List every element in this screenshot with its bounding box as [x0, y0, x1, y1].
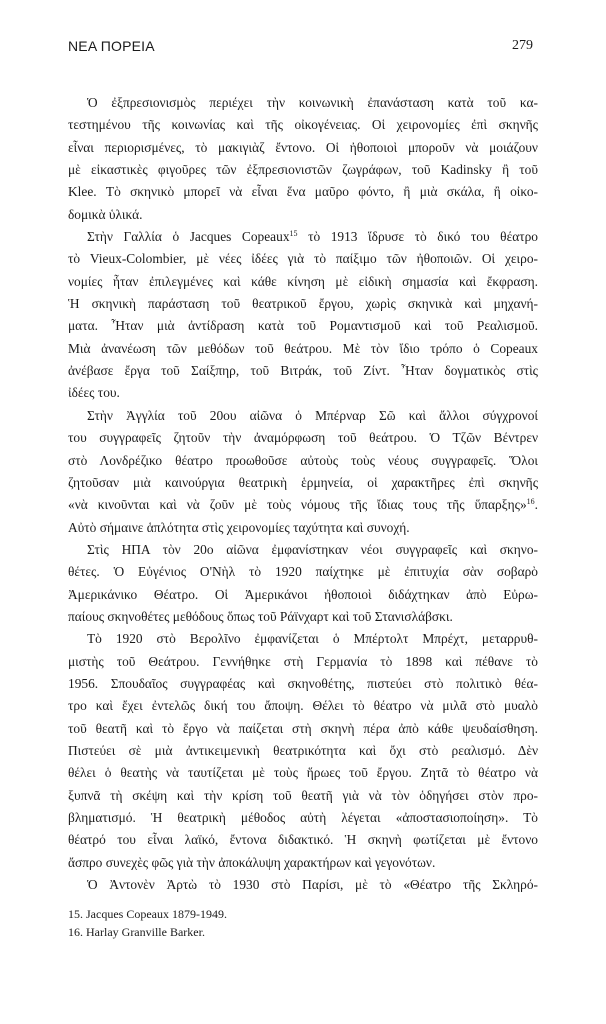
- text-line: Μιὰ ἀνανέωση τῶν μεθόδων τοῦ θεάτρου. Μὲ τὸν ἴδιο τρόπο ὁ Copeaux: [68, 340, 538, 356]
- text-line: «νὰ κινοῦνται καὶ νὰ ζοῦν μὲ τοὺς νόμους τῆς ἴδιας τους τῆς ὕπαρξης»$^{16}$.: [68, 497, 538, 513]
- footnote-15: 15. Jacques Copeaux 1879-1949.: [68, 907, 227, 921]
- text-line: θέλει ὁ θεατὴς νὰ ταυτίζεται μὲ τοὺς ἥρωες τοῦ ἔργου. Ζητᾶ τὸ θέατρο νὰ: [68, 765, 538, 781]
- text-line: ἄσπρο συνεχὲς φῶς γιὰ τὴν ἀποκάλυψη χαρακτήρων καὶ γεγονότων.: [68, 854, 436, 870]
- text-line: ἰδέες του.: [68, 385, 120, 401]
- text-line: θέατρό του εἶναι λαϊκό, ἔντονα διδακτικό. Ἡ σκηνὴ φωτίζεται μὲ ἔντονο: [68, 832, 538, 848]
- text-line: ζητοῦσαν μιὰ καινούργια θεατρικὴ ἑρμηνεία, οἱ χαρακτῆρες ἐπὶ σκηνῆς: [68, 474, 538, 490]
- text-line: βληματισμό. Ἡ θεατρικὴ μέθοδος αὐτὴ λέγεται «ἀποστασιοποίηση». Τὸ: [68, 810, 538, 825]
- footnote-ref-16: 16: [526, 497, 535, 507]
- text-line: Ἡ σκηνικὴ παράσταση τοῦ θεατρικοῦ ἔργου, χωρὶς σκηνικὰ καὶ μηχανή-: [68, 296, 538, 312]
- page-number: 279: [512, 38, 533, 53]
- text-line: ξυπνᾶ τὴ σκέψη καὶ τὴν κρίση τοῦ θεατῆ γιὰ νὰ τὸν ὁδηγήσει στὸν προ-: [68, 787, 538, 803]
- text-line: Στὴν Ἀγγλία τοῦ 20ου αἰῶνα ὁ Μπέρναρ Σῶ καὶ ἄλλοι σύγχρονοί: [87, 407, 538, 423]
- text-line: Klee. Τὸ σκηνικὸ μπορεῖ νὰ εἶναι ἕνα μαῦρο φόντο, ἢ μιὰ σκάλα, ἢ οἰκο-: [68, 184, 538, 200]
- footnote-ref-15: 15: [289, 229, 298, 239]
- text-line: τὸ Vieux-Colombier, μὲ νέες ἰδέες γιὰ τὸ παίξιμο τῶν ἠθοποιῶν. Οἱ χειρο-: [68, 251, 538, 267]
- text-line: τρο καὶ ἔχει ἐντελῶς δική του ἄποψη. Θέλει τὸ θέατρο νὰ μιλᾶ στὸ μυαλὸ: [68, 698, 538, 714]
- text-line: παίους σκηνοθέτες μεθόδους ὅπως τοῦ Ράϊνχαρτ καὶ τοῦ Στανισλάβσκι.: [68, 608, 453, 624]
- text-fragment: τὸ 1913 ἵδρυσε τὸ δικό του θέατρο: [297, 229, 538, 245]
- text-line: Στὶς ΗΠΑ τὸν 20ο αἰῶνα ἐμφανίστηκαν νέοι συγγραφεῖς καὶ σκηνο-: [87, 541, 538, 557]
- footnote-16: 16. Harlay Granville Barker.: [68, 925, 205, 939]
- text-fragment: Στὴν Γαλλία ὁ Jacques Copeaux: [87, 229, 290, 245]
- text-line: στὸ Λονδρέζικο θέατρο προωθοῦσε αὐτοὺς τοὺς νέους συγγραφεῖς. Ὅλοι: [68, 452, 538, 468]
- body-text: [68, 92, 538, 896]
- text-line: 1956. Σπουδαῖος συγγραφέας καὶ σκηνοθέτης, πιστεύει στὸ πολιτικὸ θέα-: [68, 675, 538, 691]
- running-header-title: ΝΕΑ ΠΟΡΕΙΑ: [68, 38, 155, 54]
- text-line: ματα. Ἦταν μιὰ ἀντίδραση κατὰ τοῦ Ρομαντισμοῦ καὶ τοῦ Ρεαλισμοῦ.: [68, 318, 538, 334]
- text-line: Πιστεύει σὲ μιὰ ἀντικειμενικὴ θεατρικότητα καὶ ὄχι στὸ ρεαλισμό. Δὲν: [68, 742, 538, 758]
- text-line: εἶναι περιορισμένες, τὸ μακιγιὰζ ἔντονο. Οἱ ἠθοποιοὶ μποροῦν νὰ μοιάζουν: [68, 139, 538, 155]
- text-line: τοῦ θεατῆ καὶ τὸ ἔργο νὰ παίζεται στὴ σκηνὴ πέρα ἀπὸ κάθε ψευδαίσθηση.: [68, 720, 538, 736]
- text-line: θέτες. Ὁ Εὐγένιος Ο'Νὴλ τὸ 1920 παίχτηκε μὲ ἐπιτυχία σὰν σοβαρὸ: [68, 564, 538, 580]
- text-line: δομικὰ ὑλικά.: [68, 206, 143, 222]
- text-line: Τὸ 1920 στὸ Βερολῖνο ἐμφανίζεται ὁ Μπέρτολτ Μπρέχτ, μεταρρυθ-: [87, 631, 538, 647]
- text-line: μὲ εἰκαστικὲς φιγοῦρες τῶν ἐξπρεσιονιστῶν ζωγράφων, τοῦ Kadinsky ἢ τοῦ: [68, 162, 538, 178]
- footnotes: [68, 905, 538, 941]
- text-line: τεστημένου τῆς κοινωνίας καὶ τῆς οἰκογένειας. Οἱ χειρονομίες ἐπὶ σκηνῆς: [68, 117, 538, 133]
- text-fragment: «νὰ κινοῦνται καὶ νὰ ζοῦν μὲ τοὺς νόμους τῆς ἴδιας τους τῆς ὕπαρξης»: [68, 497, 527, 513]
- text-line: ἀνέβασε ἔργα τοῦ Σαίξπηρ, τοῦ Βιτράκ, τοῦ Ζίντ. Ἦταν δογματικὸς στὶς: [68, 363, 538, 379]
- text-line: Αὐτὸ σήμαινε ἁπλότητα στὶς χειρονομίες ταχύτητα καὶ συνοχή.: [68, 519, 410, 535]
- text-line: Ἀμερικάνικο Θέατρο. Οἱ Ἀμερικάνοι ἠθοποιοὶ διδάχτηκαν ἀπὸ Εὐρω-: [68, 586, 538, 602]
- text-line: [68, 226, 538, 248]
- text-line: Ὁ ἐξπρεσιονισμὸς περιέχει τὴν κοινωνικὴ ἐπανάσταση κατὰ τοῦ κα-: [87, 95, 538, 110]
- text-line: νομίες ἦταν ἐπιλεγμένες καὶ κάθε κίνηση μὲ εἰδικὴ σημασία καὶ ἔκφραση.: [68, 273, 538, 289]
- text-line: Ὁ Ἀντονὲν Ἀρτὼ τὸ 1930 στὸ Παρίσι, μὲ τὸ «Θέατρο τῆς Σκληρό-: [87, 877, 538, 893]
- text-line: του συγγραφεῖς ζητοῦν τὴν ἀναμόρφωση τοῦ θεάτρου. Ὁ Τζῶν Βέντρεν: [68, 430, 538, 446]
- text-line: μιστὴς τοῦ Θεάτρου. Γεννήθηκε στὴ Γερμανία τὸ 1898 καὶ πέθανε τὸ: [68, 653, 538, 669]
